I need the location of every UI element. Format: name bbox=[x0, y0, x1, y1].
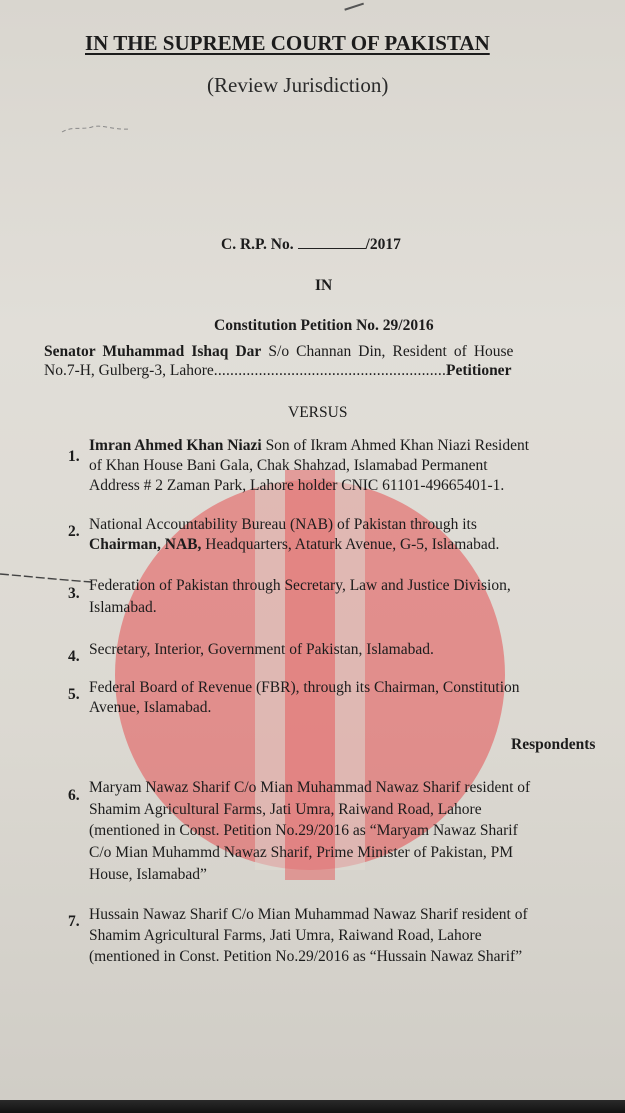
item-line: of Khan House Bani Gala, Chak Shahzad, Islamabad Permanent bbox=[89, 457, 488, 474]
respondents-label: Respondents bbox=[511, 736, 596, 753]
item-line: C/o Mian Muhammd Nawaz Sharif, Prime Minister of Pakistan, PM bbox=[89, 844, 514, 861]
item-line: Islamabad. bbox=[89, 599, 157, 616]
item-line: Imran Ahmed Khan Niazi Son of Ikram Ahmed Khan Niazi Resident bbox=[89, 437, 530, 454]
item-line: Address # 2 Zaman Park, Lahore holder CNIC 61101-49665401-1. bbox=[89, 477, 505, 494]
item-number: 2. bbox=[68, 523, 80, 540]
item-line: Avenue, Islamabad. bbox=[89, 699, 212, 716]
crp-blank bbox=[298, 236, 366, 249]
item-line: Hussain Nawaz Sharif C/o Mian Muhammad Nawaz Sharif resident of bbox=[89, 906, 528, 923]
crp-number bbox=[221, 235, 401, 254]
item-line: (mentioned in Const. Petition No.29/2016 as “Maryam Nawaz Sharif bbox=[89, 822, 518, 839]
petitioner-line-2: No.7-H, Gulberg-3, Lahore.........................................................Petitioner bbox=[44, 362, 512, 379]
item-line: Maryam Nawaz Sharif C/o Mian Muhammad Nawaz Sharif resident of bbox=[89, 779, 531, 796]
petitioner-label: Petitioner bbox=[446, 362, 512, 379]
versus: VERSUS bbox=[288, 404, 348, 421]
item-line: Chairman, NAB, Headquarters, Ataturk Avenue, G-5, Islamabad. bbox=[89, 536, 500, 553]
item-line: Secretary, Interior, Government of Pakistan, Islamabad. bbox=[89, 641, 434, 658]
crp-year: /2017 bbox=[365, 236, 401, 253]
in-word: IN bbox=[315, 277, 333, 294]
item-number: 5. bbox=[68, 686, 80, 703]
jurisdiction: (Review Jurisdiction) bbox=[207, 73, 389, 97]
crp-prefix: C. R.P. No. bbox=[221, 236, 294, 253]
court-title: IN THE SUPREME COURT OF PAKISTAN bbox=[85, 31, 490, 55]
petitioner-name: Senator Muhammad Ishaq Dar bbox=[44, 343, 262, 360]
item-line: Shamim Agricultural Farms, Jati Umra, Raiwand Road, Lahore bbox=[89, 801, 482, 818]
item-line: Federal Board of Revenue (FBR), through its Chairman, Constitution bbox=[89, 679, 520, 696]
page-shadow-edge bbox=[0, 1100, 625, 1113]
item-line: House, Islamabad” bbox=[89, 866, 207, 883]
item-number: 3. bbox=[68, 585, 80, 602]
item-number: 7. bbox=[68, 913, 80, 930]
item-number: 4. bbox=[68, 648, 80, 665]
item-line: Federation of Pakistan through Secretary, Law and Justice Division, bbox=[89, 577, 511, 594]
faint-handwriting bbox=[60, 118, 140, 138]
item-line: (mentioned in Const. Petition No.29/2016 as “Hussain Nawaz Sharif” bbox=[89, 948, 523, 965]
item-number: 6. bbox=[68, 787, 80, 804]
item-line: National Accountability Bureau (NAB) of Pakistan through its bbox=[89, 516, 477, 533]
constitution-petition: Constitution Petition No. 29/2016 bbox=[214, 317, 434, 334]
pen-mark bbox=[340, 0, 364, 11]
petitioner-line-1: Senator Muhammad Ishaq Dar S/o Channan Din, Resident of House bbox=[44, 343, 514, 360]
item-number: 1. bbox=[68, 448, 80, 465]
item-line: Shamim Agricultural Farms, Jati Umra, Raiwand Road, Lahore bbox=[89, 927, 482, 944]
pen-stroke bbox=[0, 570, 95, 590]
